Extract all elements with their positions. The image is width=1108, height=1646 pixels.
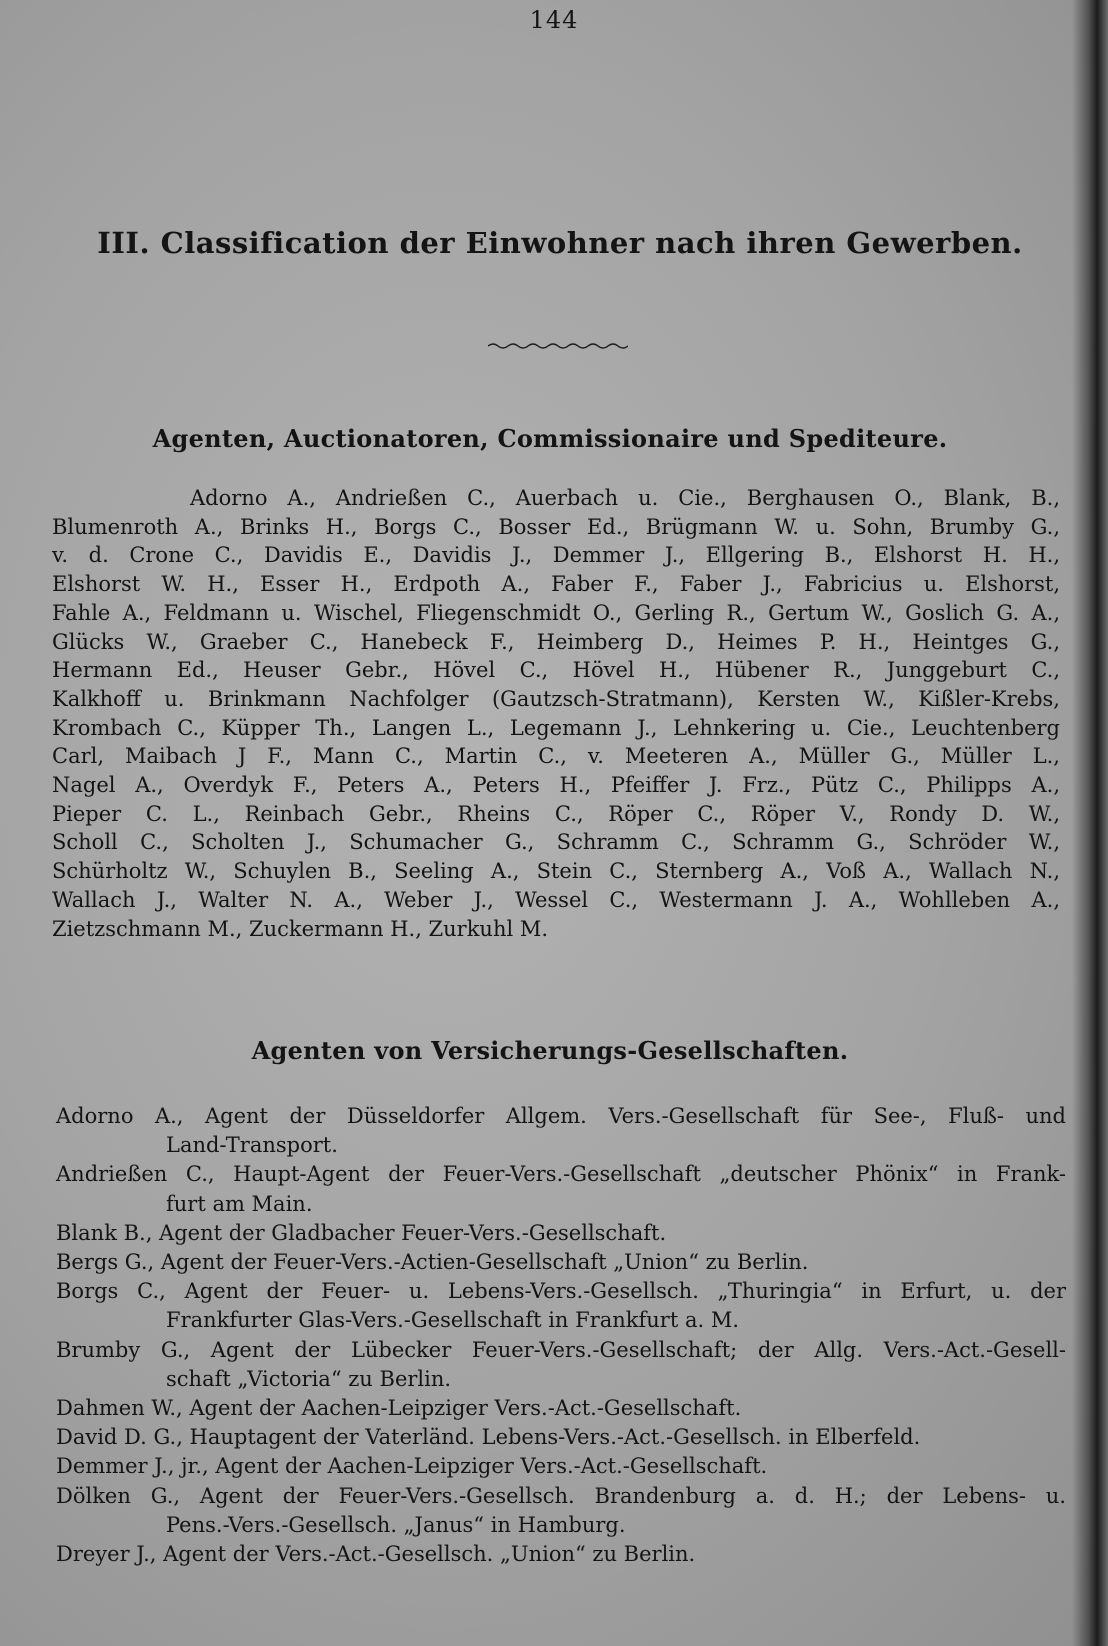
agents-list-line: Fahle A., Feldmann u. Wischel, Fliegenschmidt O., Gerling R., Gertum W., Goslich G. A., xyxy=(52,600,1060,625)
agent-entry-line: Borgs C., Agent der Feuer- u. Lebens-Vers.-Gesellsch. „Thuringia“ in Erfurt, u. der xyxy=(56,1279,1066,1304)
agents-list-line: Carl, Maibach J F., Mann C., Martin C., v. Meeteren A., Müller G., Müller L., xyxy=(52,744,1060,769)
agents-list-line: Scholl C., Scholten J., Schumacher G., Schramm C., Schramm G., Schröder W., xyxy=(52,830,1060,855)
agents-list-line: Pieper C. L., Reinbach Gebr., Rheins C., Röper C., Röper V., Rondy D. W., xyxy=(52,801,1060,826)
agents-list-line: Kalkhoff u. Brinkmann Nachfolger (Gautzsch-Stratmann), Kersten W., Kißler-Krebs, xyxy=(52,686,1060,711)
insurance-agents-list xyxy=(56,1102,1066,1569)
agents-list-line: Nagel A., Overdyk F., Peters A., Peters H., Pfeiffer J. Frz., Pütz C., Philipps A., xyxy=(52,773,1060,798)
agent-entry-line: Brumby G., Agent der Lübecker Feuer-Vers.-Gesellschaft; der Allg. Vers.-Act.-Gesell- xyxy=(56,1337,1066,1362)
agent-entry-line: Blank B., Agent der Gladbacher Feuer-Vers.-Gesellschaft. xyxy=(56,1220,667,1245)
agent-entry-line: Andrießen C., Haupt-Agent der Feuer-Vers.-Gesellschaft „deutscher Phönix“ in Frank- xyxy=(56,1162,1066,1187)
title-divider-ornament xyxy=(488,340,628,352)
page-number: 144 xyxy=(529,6,579,34)
book-spine-shadow xyxy=(1072,0,1108,1646)
agents-list-line: v. d. Crone C., Davidis E., Davidis J., Demmer J., Ellgering B., Elshorst H. H., xyxy=(52,543,1060,568)
entry-continuation-line: furt am Main. xyxy=(166,1191,313,1216)
agent-entry-line: Adorno A., Agent der Düsseldorfer Allgem. Vers.-Gesellschaft für See-, Fluß- und xyxy=(56,1104,1066,1128)
agents-list-line: Krombach C., Küpper Th., Langen L., Legemann J., Lehnkering u. Cie., Leuchtenberg xyxy=(52,715,1060,740)
agent-entry-line: David D. G., Hauptagent der Vaterländ. Lebens-Vers.-Act.-Gesellsch. in Elberfeld. xyxy=(56,1425,921,1450)
insurance-agents-heading: Agenten von Versicherungs-Gesellschaften. xyxy=(251,1036,849,1065)
entry-continuation-line: Frankfurter Glas-Vers.-Gesellschaft in Frankfurt a. M. xyxy=(166,1308,740,1333)
agents-list-line: Elshorst W. H., Esser H., Erdpoth A., Faber F., Faber J., Fabricius u. Elshorst, xyxy=(52,572,1060,597)
agents-list-line: Blumenroth A., Brinks H., Borgs C., Bosser Ed., Brügmann W. u. Sohn, Brumby G., xyxy=(52,514,1060,539)
agent-entry-line: Dahmen W., Agent der Aachen-Leipziger Vers.-Act.-Gesellschaft. xyxy=(56,1396,742,1421)
agent-entry-line: Dreyer J., Agent der Vers.-Act.-Gesellsch. „Union“ zu Berlin. xyxy=(56,1542,696,1567)
agent-entry-line: Dölken G., Agent der Feuer-Vers.-Gesellsch. Brandenburg a. d. H.; der Lebens- u. xyxy=(56,1483,1066,1508)
agent-entry-line: Bergs G., Agent der Feuer-Vers.-Actien-Gesellschaft „Union“ zu Berlin. xyxy=(56,1250,809,1275)
agents-list-line: Glücks W., Graeber C., Hanebeck F., Heimberg D., Heimes P. H., Heintges G., xyxy=(52,629,1060,654)
entry-continuation-line: schaft „Victoria“ zu Berlin. xyxy=(166,1366,452,1391)
agents-list-line: Adorno A., Andrießen C., Auerbach u. Cie., Berghausen O., Blank, B., xyxy=(190,486,1060,510)
agents-heading: Agenten, Auctionatoren, Commissionaire und Spediteure. xyxy=(152,424,948,453)
agents-list-line: Schürholtz W., Schuylen B., Seeling A., Stein C., Sternberg A., Voß A., Wallach N., xyxy=(52,859,1060,884)
entry-continuation-line: Land-Transport. xyxy=(166,1133,338,1158)
agents-list-line: Zietzschmann M., Zuckermann H., Zurkuhl M. xyxy=(52,916,549,941)
agent-entry-line: Demmer J., jr., Agent der Aachen-Leipziger Vers.-Act.-Gesellschaft. xyxy=(56,1454,768,1479)
agents-list xyxy=(52,484,1060,943)
section-title: III. Classification der Einwohner nach ihren Gewerben. xyxy=(97,226,1023,260)
agents-list-line: Wallach J., Walter N. A., Weber J., Wessel C., Westermann J. A., Wohlleben A., xyxy=(52,887,1060,912)
agents-list-line: Hermann Ed., Heuser Gebr., Hövel C., Hövel H., Hübener R., Junggeburt C., xyxy=(52,658,1060,683)
entry-continuation-line: Pens.-Vers.-Gesellsch. „Janus“ in Hamburg. xyxy=(166,1512,626,1537)
